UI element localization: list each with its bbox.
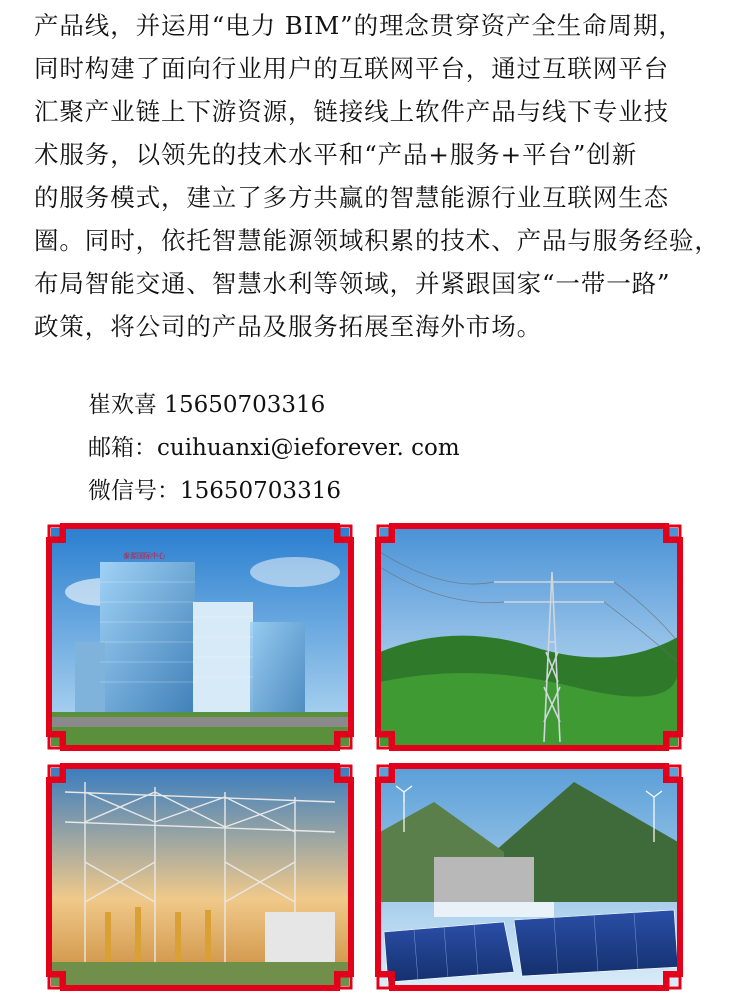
contact-block xyxy=(88,384,460,513)
paragraph-line: 布局智能交通、智慧水利等领域，并紧跟国家“一带一路” xyxy=(34,269,671,298)
paragraph-line: 的服务模式，建立了多方共赢的智慧能源行业互联网生态 xyxy=(34,183,669,212)
paragraph-line: 产品线，并运用“电力 BIM”的理念贯穿资产全生命周期， xyxy=(34,11,684,40)
paragraph-line: 同时构建了面向行业用户的互联网平台，通过互联网平台 xyxy=(34,54,669,83)
photo-office-building xyxy=(45,522,355,752)
intro-paragraph xyxy=(34,4,720,348)
contact-email: 邮箱：cuihuanxi@ieforever. com xyxy=(88,435,460,461)
contact-name-phone: 崔欢喜 15650703316 xyxy=(88,392,326,418)
red-frame-border xyxy=(45,762,355,992)
paragraph-line: 政策，将公司的产品及服务拓展至海外市场。 xyxy=(34,312,542,341)
paragraph-line: 术服务，以领先的技术水平和“产品+服务+平台”创新 xyxy=(34,140,638,169)
paragraph-line: 汇聚产业链上下游资源，链接线上软件产品与线下专业技 xyxy=(34,97,669,126)
red-frame-border xyxy=(45,522,355,752)
paragraph-line: 圈。同时，依托智慧能源领域积累的技术、产品与服务经验， xyxy=(34,226,720,255)
red-frame-border xyxy=(374,522,684,752)
building-sign-text: 泰源国际中心 xyxy=(123,552,165,560)
photo-transmission-tower xyxy=(374,522,684,752)
photo-substation xyxy=(45,762,355,992)
contact-wechat: 微信号：15650703316 xyxy=(88,478,341,504)
photo-renewable-energy xyxy=(374,762,684,992)
red-frame-border xyxy=(374,762,684,992)
